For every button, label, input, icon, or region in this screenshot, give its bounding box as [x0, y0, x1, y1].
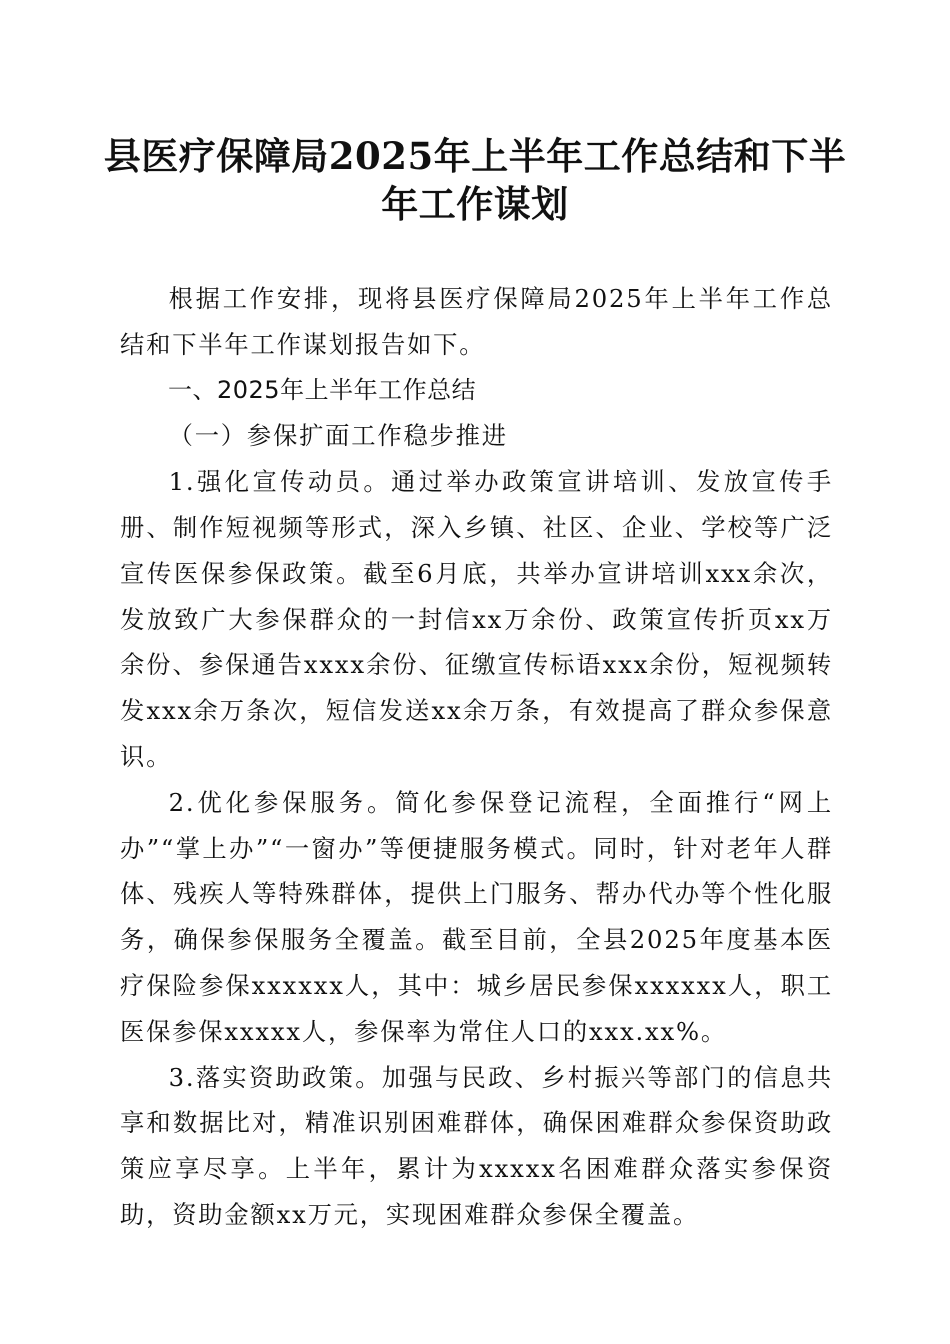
section-heading-1: 一、2025年上半年工作总结: [168, 375, 477, 404]
title-line-2: 年工作谋划: [381, 182, 569, 226]
subsection-heading-1: （一）参保扩面工作稳步推进: [168, 421, 508, 451]
document-title: [100, 132, 850, 228]
paragraph-1: 1.强化宣传动员。通过举办政策宣讲培训、发放宣传手册、制作短视频等形式，深入乡镇、社区、企业、学校等广泛宣传医保参保政策。截至6月底，共举办宣讲培训xxx余次，发放致广大参保群众的一封信xx万余份、政策宣传折页xx万余份、参保通告xxxx余份、征缴宣传标语xxx余份，短视频转发xxx余万条次，短信发送xx余万条，有效提高了群众参保意识。: [120, 467, 833, 771]
paragraph-3: 3.落实资助政策。加强与民政、乡村振兴等部门的信息共享和数据比对，精准识别困难群体，确保困难群众参保资助政策应享尽享。上半年，累计为xxxxx名困难群众落实参保资助，资助金额xx万元，实现困难群众参保全覆盖。: [120, 1062, 833, 1229]
paragraph-2: 2.优化参保服务。简化参保登记流程，全面推行“网上办”“掌上办”“一窗办”等便捷服务模式。同时，针对老年人群体、残疾人等特殊群体，提供上门服务、帮办代办等个性化服务，确保参保服务全覆盖。截至目前，全县2025年度基本医疗保险参保xxxxxx人，其中：城乡居民参保xxxxxx人，职工医保参保xxxxx人，参保率为常住人口的xxx.xx%。: [120, 787, 833, 1046]
title-line-1: 县医疗保障局2025年上半年工作总结和下半: [103, 134, 847, 178]
intro-paragraph: 根据工作安排，现将县医疗保障局2025年上半年工作总结和下半年工作谋划报告如下。: [120, 284, 833, 359]
document-body: [120, 276, 833, 1238]
